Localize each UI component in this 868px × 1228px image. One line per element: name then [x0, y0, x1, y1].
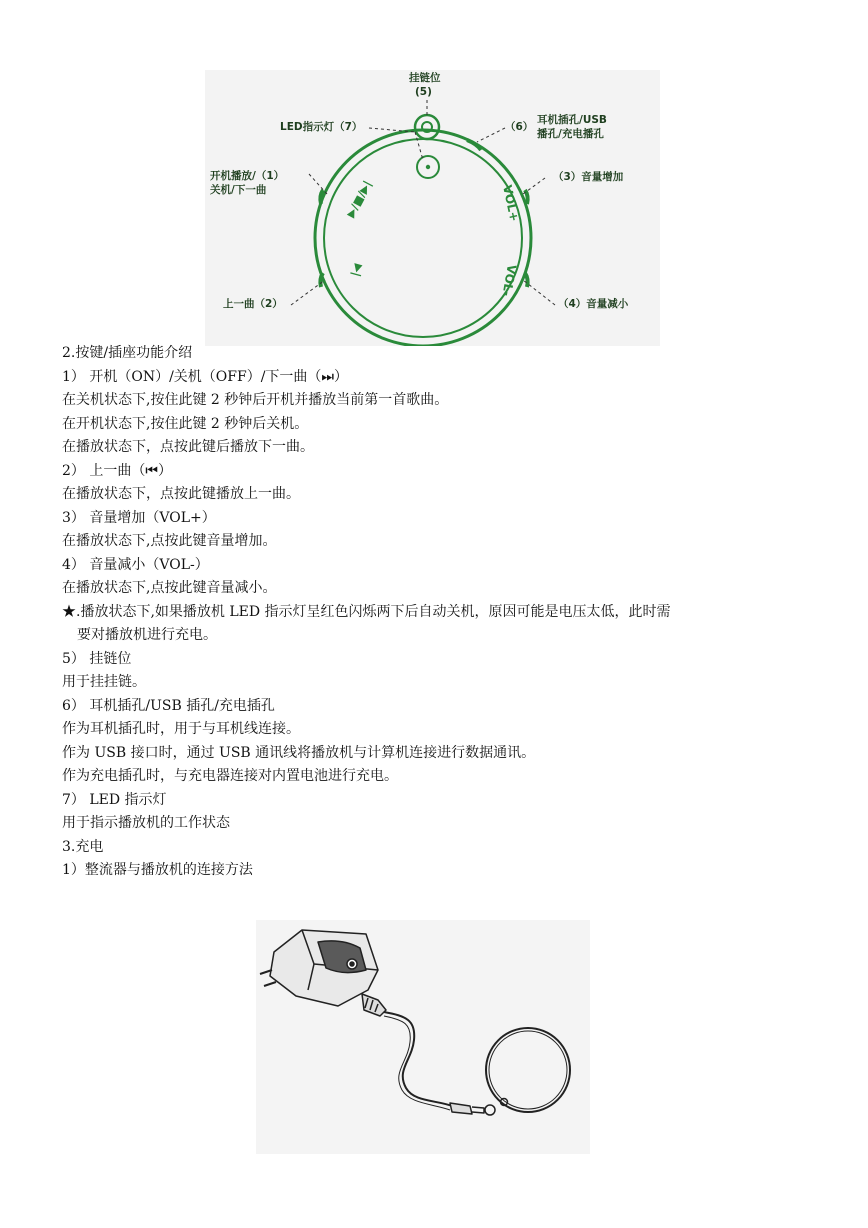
warning-note: ★.播放状态下,如果播放机 LED 指示灯呈红色闪烁两下后自动关机，原因可能是电压太低，此时需 — [62, 603, 671, 620]
label-power-line1: 开机播放/（1） — [210, 170, 285, 182]
text-line: 作为耳机插孔时，用于与耳机线连接。 — [62, 721, 300, 737]
charger-drawing — [256, 920, 590, 1154]
text-line: 用于指示播放机的工作状态 — [62, 815, 230, 831]
ring-mark-vol-minus: VOL- — [499, 263, 519, 298]
item-heading-prev: 2） 上一曲（⏮） — [62, 462, 172, 479]
label-earphone-line1: 耳机插孔/USB — [537, 114, 607, 126]
text-line: 在播放状态下，点按此键后播放下一曲。 — [62, 439, 314, 455]
label-led: LED指示灯（7） — [280, 121, 363, 133]
label-hang: 挂链位 — [409, 72, 441, 84]
label-volume-up: （3）音量增加 — [553, 171, 624, 183]
ring-mark-vol-plus: VOL+ — [500, 183, 522, 223]
label-power-line2: 关机/下一曲 — [210, 184, 267, 196]
item-heading-power: 1） 开机（ON）/关机（OFF）/下一曲（⏭） — [62, 368, 349, 385]
label-hang-number: (5) — [415, 86, 432, 98]
section-heading-keys: 2.按键/插座功能介绍 — [62, 345, 193, 361]
text-line: 在播放状态下,点按此键音量减小。 — [62, 580, 277, 596]
label-earphone-line2: 播孔/充电播孔 — [537, 128, 604, 140]
text-line: 在播放状态下，点按此键播放上一曲。 — [62, 486, 300, 502]
ring-mark-power: ▶/■/▶| — [344, 178, 375, 220]
label-volume-down: （4）音量减小 — [558, 298, 629, 310]
text-line: 在关机状态下,按住此键 2 秒钟后开机并播放当前第一首歌曲。 — [62, 392, 449, 408]
label-prev: 上一曲（2） — [223, 298, 283, 310]
item-heading-led: 7） LED 指示灯 — [62, 791, 167, 808]
item-heading-hang: 5） 挂链位 — [62, 650, 132, 667]
item-heading-volume-up: 3） 音量增加（VOL+） — [62, 509, 216, 526]
document-body — [62, 342, 822, 883]
text-line: 作为 USB 接口时，通过 USB 通讯线将播放机与计算机连接进行数据通讯。 — [62, 744, 536, 761]
player-diagram — [205, 70, 660, 346]
item-heading-connection: 1）整流器与播放机的连接方法 — [62, 862, 253, 878]
ring-mark-prev: |◀ — [348, 262, 365, 278]
item-heading-jack: 6） 耳机插孔/USB 插孔/充电插孔 — [62, 697, 275, 714]
text-line: 在开机状态下,按住此键 2 秒钟后关机。 — [62, 415, 309, 432]
item-heading-volume-down: 4） 音量减小（VOL-） — [62, 556, 209, 573]
text-line: 在播放状态下,点按此键音量增加。 — [62, 533, 277, 549]
warning-note-continued: 要对播放机进行充电。 — [77, 627, 217, 643]
text-line: 作为充电插孔时，与充电器连接对内置电池进行充电。 — [62, 768, 398, 784]
section-heading-charging: 3.充电 — [62, 838, 104, 855]
text-line: 用于挂挂链。 — [62, 674, 146, 690]
label-earphone-number: （6） — [505, 121, 534, 133]
charger-illustration — [256, 920, 590, 1154]
